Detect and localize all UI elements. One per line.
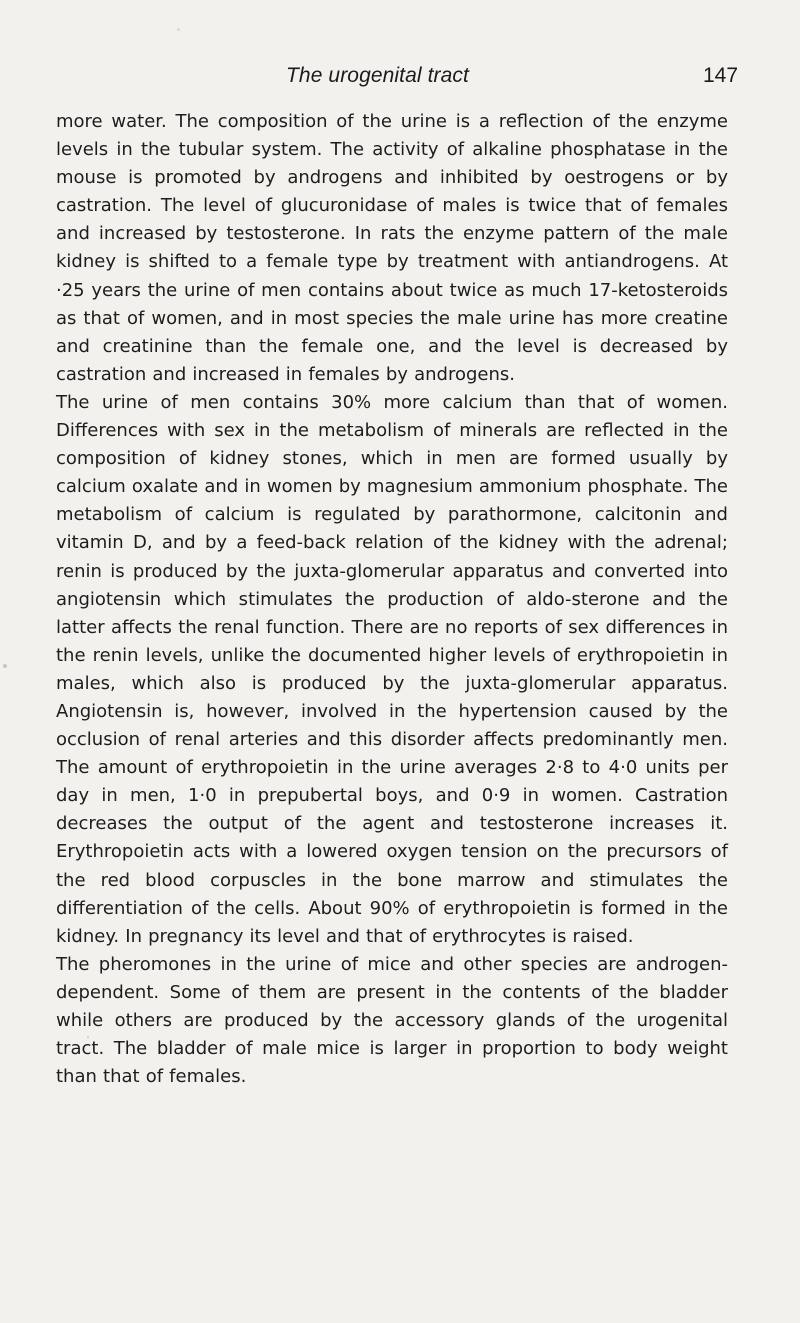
- paragraph-3: The pheromones in the urine of mice and other species are androgen-dependent. Some of them are present in the contents of the bladder while others are produced by the accessory glands of the urogenital tract. The bladder of male mice is larger in proportion to body weight than that of females.: [56, 953, 728, 1088]
- body-text: [56, 108, 728, 1091]
- scan-speck: [3, 664, 7, 668]
- scan-speck: [177, 28, 180, 31]
- paragraph-2: The urine of men contains 30% more calcium than that of women. Differences with sex in the metabolism of minerals are reflected in the composition of kidney stones, which in men are formed usually by calcium oxalate and in women by magnesium ammonium phosphate. The metabolism of calcium is regulated by parathormone, calcitonin and vitamin D, and by a feed-back relation of the kidney with the adrenal; renin is produced by the juxta-glomerular apparatus and converted into angiotensin which stimulates the production of aldo-sterone and the latter affects the renal function. There are no reports of sex differences in the renin levels, unlike the documented higher levels of erythropoietin in males, which also is produced by the juxta-glomerular apparatus. Angiotensin is, however, involved in the hypertension caused by the occlusion of renal arteries and this disorder affects predominantly men. The amount of erythropoietin in the urine averages 2·8 to 4·0 units per day in men, 1·0 in prepubertal boys, and 0·9 in women. Castration decreases the output of the agent and testosterone increases it. Erythropoietin acts with a lowered oxygen tension on the precursors of the red blood corpuscles in the bone marrow and stimulates the differentiation of the cells. About 90% of erythropoietin is formed in the kidney. In pregnancy its level and that of erythrocytes is raised.: [56, 391, 728, 947]
- paragraph-1: more water. The composition of the urine is a reflection of the enzyme levels in the tubular system. The activity of alkaline phosphatase in the mouse is promoted by androgens and inhibited by oestrogens or by castration. The level of glucuronidase of males is twice that of females and increased by testosterone. In rats the enzyme pattern of the male kidney is shifted to a female type by treatment with antiandrogens. At ·25 years the urine of men contains about twice as much 17-ketosteroids as that of women, and in most species the male urine has more creatine and creatinine than the female one, and the level is decreased by castration and increased in females by androgens.: [56, 111, 728, 385]
- page-number: 147: [703, 64, 739, 87]
- running-head: [0, 64, 800, 98]
- running-title: The urogenital tract: [286, 64, 469, 87]
